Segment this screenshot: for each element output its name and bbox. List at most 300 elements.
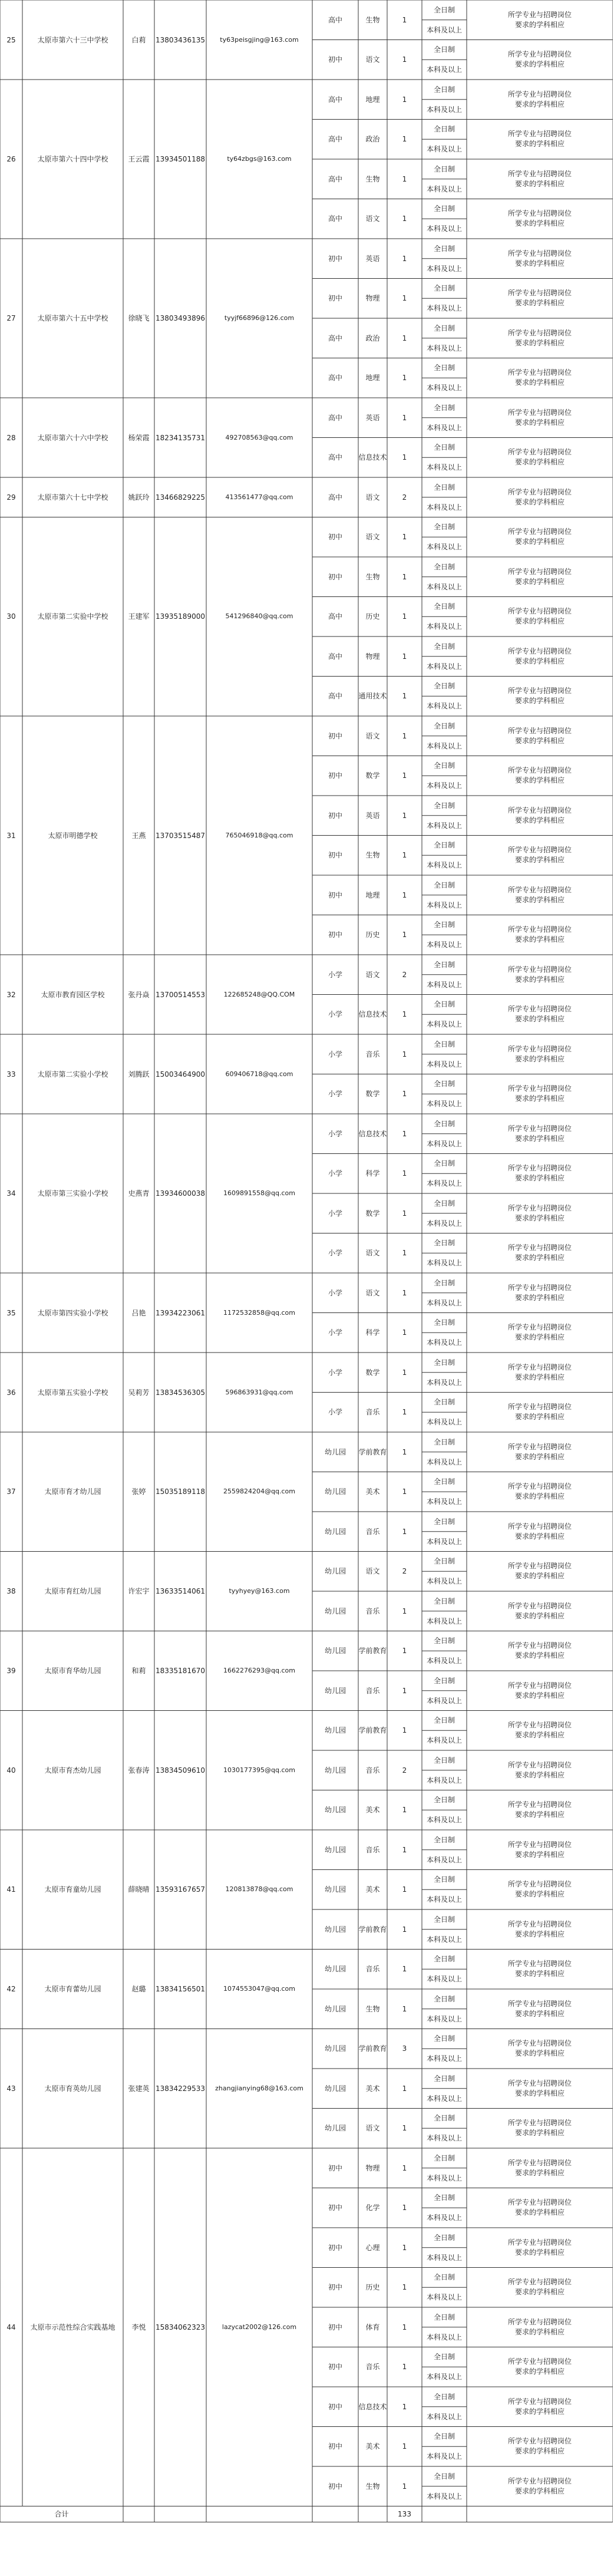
school-number: 42 [6, 1985, 16, 1993]
requirement-degree: 本科及以上 [426, 980, 462, 989]
major-requirement-line-2: 要求的学科相应 [514, 736, 565, 745]
school-level: 小学 [328, 1368, 342, 1377]
subject: 英语 [365, 811, 380, 820]
school-level: 初中 [328, 811, 342, 820]
school-level: 幼儿园 [324, 2084, 346, 2093]
school-level: 初中 [328, 55, 342, 64]
requirement-fulltime: 全日制 [433, 2313, 455, 2321]
school-name: 太原市第六十六中学校 [37, 433, 108, 442]
quota: 1 [402, 1607, 407, 1615]
major-requirement [467, 120, 613, 160]
total-label: 合计 [54, 2510, 69, 2518]
major-requirement-line-1: 所学专业与招聘岗位 [507, 965, 572, 974]
major-requirement-line-1: 所学专业与招聘岗位 [507, 130, 572, 138]
major-requirement [467, 677, 613, 717]
requirement-fulltime: 全日制 [433, 1199, 455, 1208]
contact-phone: 13834229533 [156, 2084, 205, 2093]
major-requirement-line-2: 要求的学科相应 [514, 1452, 565, 1461]
requirement-degree: 本科及以上 [426, 2173, 462, 2182]
requirement-degree: 本科及以上 [426, 781, 462, 790]
major-requirement [467, 318, 613, 358]
requirement-degree: 本科及以上 [426, 1577, 462, 1586]
requirement-fulltime: 全日制 [433, 5, 455, 14]
subject: 语文 [365, 215, 380, 223]
school-number: 36 [6, 1388, 16, 1397]
major-requirement-line-2: 要求的学科相应 [514, 338, 565, 347]
subject: 数学 [365, 1368, 380, 1377]
school-name: 太原市育蕾幼儿园 [44, 1985, 101, 1993]
school-name: 太原市第六十四中学校 [37, 155, 108, 163]
requirement-fulltime: 全日制 [433, 841, 455, 850]
major-requirement [467, 995, 613, 1035]
requirement-degree: 本科及以上 [426, 1816, 462, 1825]
school-name: 太原市第六十五中学校 [37, 314, 108, 322]
major-requirement [467, 557, 613, 597]
major-requirement-line-1: 所学专业与招聘岗位 [507, 1084, 572, 1093]
major-requirement [467, 1432, 613, 1472]
major-requirement-line-1: 所学专业与招聘岗位 [507, 2039, 572, 2048]
major-requirement [467, 1193, 613, 1233]
major-requirement [467, 2029, 613, 2069]
major-requirement [467, 1909, 613, 1950]
major-requirement-line-2: 要求的学科相应 [514, 1810, 565, 1819]
school-name: 太原市育才幼儿园 [44, 1487, 101, 1496]
major-requirement [467, 1711, 613, 1751]
major-requirement [467, 955, 613, 995]
major-requirement-line-1: 所学专业与招聘岗位 [507, 1044, 572, 1053]
requirement-fulltime: 全日制 [433, 1835, 455, 1844]
school-name: 太原市育童幼儿园 [44, 1885, 101, 1894]
requirement-fulltime: 全日制 [433, 1398, 455, 1407]
requirement-fulltime: 全日制 [433, 1676, 455, 1685]
school-level: 高中 [328, 612, 342, 621]
requirement-degree: 本科及以上 [426, 503, 462, 512]
school-level: 初中 [328, 2204, 342, 2212]
major-requirement-line-1: 所学专业与招聘岗位 [507, 2158, 572, 2167]
major-requirement [467, 1750, 613, 1790]
requirement-fulltime: 全日制 [433, 1080, 455, 1089]
major-requirement-line-1: 所学专业与招聘岗位 [507, 249, 572, 258]
subject: 语文 [365, 55, 380, 64]
requirement-degree: 本科及以上 [426, 2014, 462, 2023]
major-requirement-line-2: 要求的学科相应 [514, 2447, 565, 2456]
major-requirement-line-2: 要求的学科相应 [514, 1054, 565, 1063]
major-requirement-line-1: 所学专业与招聘岗位 [507, 2278, 572, 2287]
requirement-fulltime: 全日制 [433, 2432, 455, 2441]
school-number: 30 [6, 612, 16, 621]
school-number: 29 [6, 493, 16, 502]
requirement-degree: 本科及以上 [426, 1696, 462, 1705]
contact-person: 张建英 [128, 2084, 150, 2093]
subject: 生物 [365, 174, 380, 183]
quota: 1 [402, 135, 407, 144]
contact-email: tyyjf66896@126.com [224, 314, 295, 322]
subject: 生物 [365, 572, 380, 581]
requirement-degree: 本科及以上 [426, 2253, 462, 2262]
requirement-fulltime: 全日制 [433, 602, 455, 611]
school-level: 幼儿园 [324, 1885, 346, 1894]
contact-person: 杨荣霞 [128, 433, 150, 442]
contact-email: 541296840@qq.com [225, 612, 293, 621]
school-name: 太原市第六十三中学校 [37, 35, 108, 44]
contact-email: 1030177395@qq.com [223, 1766, 295, 1774]
quota: 1 [402, 572, 407, 581]
school-level: 幼儿园 [324, 1607, 346, 1615]
subject: 科学 [365, 1328, 380, 1337]
contact-email: tyyhyey@163.com [229, 1587, 290, 1595]
major-requirement-line-2: 要求的学科相应 [514, 776, 565, 785]
major-requirement-line-1: 所学专业与招聘岗位 [507, 1244, 572, 1252]
school-name: 太原市教育园区学校 [41, 990, 105, 999]
school-number: 37 [6, 1487, 16, 1496]
contact-email: lazycat2002@126.com [222, 2323, 297, 2331]
requirement-degree: 本科及以上 [426, 622, 462, 631]
contact-phone: 13934600038 [156, 1189, 205, 1198]
major-requirement [467, 836, 613, 876]
quota: 2 [402, 1567, 407, 1576]
requirement-fulltime: 全日制 [433, 2114, 455, 2123]
contact-person: 徐晓飞 [128, 314, 150, 322]
subject: 物理 [365, 652, 380, 661]
school-level: 初中 [328, 931, 342, 939]
major-requirement-line-1: 所学专业与招聘岗位 [507, 10, 572, 19]
major-requirement [467, 1552, 613, 1592]
major-requirement-line-1: 所学专业与招聘岗位 [507, 527, 572, 536]
major-requirement [467, 80, 613, 120]
quota: 1 [402, 1129, 407, 1138]
major-requirement [467, 358, 613, 398]
quota: 1 [402, 15, 407, 24]
requirement-fulltime: 全日制 [433, 1915, 455, 1924]
contact-phone: 18234135731 [156, 433, 205, 442]
school-level: 初中 [328, 2163, 342, 2172]
major-requirement-line-2: 要求的学科相应 [514, 1532, 565, 1541]
requirement-fulltime: 全日制 [433, 1358, 455, 1367]
requirement-fulltime: 全日制 [433, 880, 455, 889]
contact-email: 1609891558@qq.com [223, 1189, 295, 1197]
requirement-degree: 本科及以上 [426, 184, 462, 193]
major-requirement-line-2: 要求的学科相应 [514, 1970, 565, 1978]
requirement-degree: 本科及以上 [426, 861, 462, 870]
major-requirement [467, 1034, 613, 1074]
major-requirement-line-2: 要求的学科相应 [514, 2367, 565, 2376]
major-requirement [467, 239, 613, 279]
major-requirement-line-1: 所学专业与招聘岗位 [507, 2119, 572, 2128]
contact-phone: 15834062323 [156, 2323, 205, 2331]
requirement-fulltime: 全日制 [433, 1796, 455, 1805]
major-requirement-line-2: 要求的学科相应 [514, 577, 565, 586]
school-level: 高中 [328, 95, 342, 104]
school-name: 太原市第二实验小学校 [37, 1070, 108, 1078]
major-requirement-line-1: 所学专业与招聘岗位 [507, 169, 572, 178]
major-requirement [467, 1989, 613, 2029]
school-level: 高中 [328, 692, 342, 701]
major-requirement-line-1: 所学专业与招聘岗位 [507, 2079, 572, 2087]
major-requirement-line-1: 所学专业与招聘岗位 [507, 1760, 572, 1769]
requirement-fulltime: 全日制 [433, 205, 455, 213]
requirement-fulltime: 全日制 [433, 1955, 455, 1964]
major-requirement-line-2: 要求的学科相应 [514, 1333, 565, 1342]
requirement-fulltime: 全日制 [433, 1875, 455, 1884]
major-requirement-line-2: 要求的学科相应 [514, 1213, 565, 1222]
contact-email: 765046918@qq.com [225, 831, 293, 839]
major-requirement-line-1: 所学专业与招聘岗位 [507, 607, 572, 616]
requirement-fulltime: 全日制 [433, 642, 455, 651]
school-number: 28 [6, 433, 16, 442]
major-requirement-line-1: 所学专业与招聘岗位 [507, 2437, 572, 2446]
subject: 学前教育 [358, 1925, 387, 1934]
major-requirement-line-1: 所学专业与招聘岗位 [507, 1124, 572, 1133]
quota: 1 [402, 55, 407, 64]
major-requirement-line-2: 要求的学科相应 [514, 1134, 565, 1143]
contact-phone: 13703515487 [156, 831, 205, 840]
requirement-degree: 本科及以上 [426, 741, 462, 750]
requirement-fulltime: 全日制 [433, 483, 455, 492]
school-level: 初中 [328, 572, 342, 581]
major-requirement [467, 2427, 613, 2467]
major-requirement [467, 2109, 613, 2149]
quota: 1 [402, 1925, 407, 1934]
contact-phone: 13834536305 [156, 1388, 205, 1397]
quota: 1 [402, 2163, 407, 2172]
requirement-degree: 本科及以上 [426, 1219, 462, 1228]
requirement-fulltime: 全日制 [433, 682, 455, 691]
major-requirement-line-2: 要求的学科相应 [514, 20, 565, 29]
quota: 1 [402, 1487, 407, 1496]
major-requirement-line-2: 要求的学科相应 [514, 2288, 565, 2297]
subject: 生物 [365, 2482, 380, 2491]
major-requirement [467, 1154, 613, 1194]
subject: 数学 [365, 1090, 380, 1099]
requirement-fulltime: 全日制 [433, 2353, 455, 2361]
school-level: 初中 [328, 533, 342, 542]
quota: 1 [402, 1408, 407, 1417]
requirement-fulltime: 全日制 [433, 443, 455, 452]
contact-email: 120813878@qq.com [225, 1885, 293, 1894]
requirement-fulltime: 全日制 [433, 244, 455, 253]
requirement-degree: 本科及以上 [426, 1736, 462, 1745]
major-requirement [467, 2268, 613, 2308]
subject: 物理 [365, 294, 380, 303]
major-requirement-line-2: 要求的学科相应 [514, 935, 565, 944]
contact-person: 王云霞 [128, 155, 150, 163]
contact-phone: 13935189000 [156, 612, 205, 621]
requirement-degree: 本科及以上 [426, 1895, 462, 1904]
quota: 1 [402, 1686, 407, 1695]
contact-email: 492708563@qq.com [225, 433, 293, 441]
school-number: 43 [6, 2084, 16, 2093]
requirement-degree: 本科及以上 [426, 344, 462, 352]
requirement-fulltime: 全日制 [433, 1437, 455, 1446]
major-requirement [467, 1830, 613, 1870]
school-level: 高中 [328, 413, 342, 422]
school-level: 初中 [328, 2363, 342, 2371]
contact-person: 李悦 [131, 2323, 146, 2331]
major-requirement [467, 1950, 613, 1990]
subject: 地理 [365, 95, 380, 104]
school-level: 幼儿园 [324, 1686, 346, 1695]
major-requirement-line-2: 要求的学科相应 [514, 179, 565, 188]
major-requirement [467, 1671, 613, 1711]
requirement-degree: 本科及以上 [426, 2214, 462, 2222]
major-requirement [467, 1591, 613, 1631]
subject: 音乐 [365, 1527, 380, 1536]
major-requirement-line-2: 要求的学科相应 [514, 1094, 565, 1103]
major-requirement-line-1: 所学专业与招聘岗位 [507, 1363, 572, 1371]
quota: 1 [402, 1447, 407, 1456]
requirement-fulltime: 全日制 [433, 1597, 455, 1605]
requirement-fulltime: 全日制 [433, 1637, 455, 1645]
requirement-fulltime: 全日制 [433, 45, 455, 54]
school-level: 初中 [328, 2283, 342, 2292]
school-level: 初中 [328, 771, 342, 780]
subject: 美术 [365, 2442, 380, 2451]
subject: 音乐 [365, 2363, 380, 2371]
requirement-degree: 本科及以上 [426, 25, 462, 34]
major-requirement [467, 716, 613, 756]
school-number: 32 [6, 990, 16, 999]
major-requirement-line-1: 所学专业与招聘岗位 [507, 50, 572, 59]
major-requirement-line-1: 所学专业与招聘岗位 [507, 687, 572, 695]
school-number: 40 [6, 1766, 16, 1774]
contact-person: 张丹焱 [128, 990, 150, 999]
quota: 1 [402, 2363, 407, 2371]
major-requirement-line-1: 所学专业与招聘岗位 [507, 2357, 572, 2366]
major-requirement-line-1: 所学专业与招聘岗位 [507, 885, 572, 894]
quota: 1 [402, 771, 407, 780]
major-requirement-line-1: 所学专业与招聘岗位 [507, 1840, 572, 1849]
quota: 1 [402, 1806, 407, 1815]
major-requirement-line-1: 所学专业与招聘岗位 [507, 487, 572, 496]
major-requirement [467, 199, 613, 239]
requirement-degree: 本科及以上 [426, 1935, 462, 1944]
subject: 美术 [365, 1885, 380, 1894]
major-requirement [467, 1393, 613, 1433]
school-level: 初中 [328, 2323, 342, 2331]
major-requirement-line-1: 所学专业与招聘岗位 [507, 1601, 572, 1610]
requirement-degree: 本科及以上 [426, 145, 462, 154]
school-level: 幼儿园 [324, 1487, 346, 1496]
contact-person: 张婷 [131, 1487, 146, 1496]
contact-email: 1074553047@qq.com [223, 1985, 295, 1993]
school-level: 初中 [328, 2402, 342, 2411]
subject: 音乐 [365, 1766, 380, 1774]
contact-phone: 13934223061 [156, 1308, 205, 1317]
contact-phone: 13700514553 [156, 990, 205, 999]
requirement-fulltime: 全日制 [433, 284, 455, 293]
school-level: 初中 [328, 851, 342, 860]
major-requirement-line-1: 所学专业与招聘岗位 [507, 1403, 572, 1411]
major-requirement [467, 597, 613, 637]
school-level: 高中 [328, 174, 342, 183]
major-requirement-line-2: 要求的学科相应 [514, 617, 565, 626]
school-number: 41 [6, 1885, 16, 1894]
school-level: 小学 [328, 1408, 342, 1417]
subject: 科学 [365, 1169, 380, 1178]
major-requirement-line-1: 所学专业与招聘岗位 [507, 408, 572, 417]
quota: 1 [402, 731, 407, 740]
subject: 政治 [365, 135, 380, 144]
requirement-fulltime: 全日制 [433, 1159, 455, 1168]
school-level: 小学 [328, 1288, 342, 1297]
subject: 物理 [365, 2163, 380, 2172]
major-requirement-line-1: 所学专业与招聘岗位 [507, 567, 572, 576]
major-requirement [467, 915, 613, 955]
contact-phone: 13593167657 [156, 1885, 205, 1894]
requirement-degree: 本科及以上 [426, 105, 462, 114]
quota: 1 [402, 1845, 407, 1854]
major-requirement-line-1: 所学专业与招聘岗位 [507, 448, 572, 457]
school-level: 初中 [328, 2442, 342, 2451]
major-requirement-line-2: 要求的学科相应 [514, 537, 565, 546]
school-level: 高中 [328, 334, 342, 342]
major-requirement [467, 0, 613, 40]
school-number: 39 [6, 1667, 16, 1675]
major-requirement-line-2: 要求的学科相应 [514, 100, 565, 108]
requirement-degree: 本科及以上 [426, 1617, 462, 1625]
requirement-fulltime: 全日制 [433, 125, 455, 134]
school-level: 小学 [328, 1050, 342, 1058]
major-requirement-line-1: 所学专业与招聘岗位 [507, 1323, 572, 1332]
requirement-degree: 本科及以上 [426, 582, 462, 591]
subject: 信息技术 [358, 1010, 387, 1019]
subject: 学前教育 [358, 1726, 387, 1735]
subject: 历史 [365, 931, 380, 939]
requirement-fulltime: 全日制 [433, 1716, 455, 1725]
subject: 语文 [365, 2124, 380, 2133]
major-requirement-line-1: 所学专业与招聘岗位 [507, 1203, 572, 1212]
requirement-fulltime: 全日制 [433, 1994, 455, 2003]
major-requirement [467, 1631, 613, 1671]
major-requirement-line-2: 要求的学科相应 [514, 816, 565, 824]
major-requirement-line-1: 所学专业与招聘岗位 [507, 1681, 572, 1690]
contact-phone: 13466829225 [156, 493, 205, 502]
school-level: 小学 [328, 1090, 342, 1099]
quota: 1 [402, 1647, 407, 1655]
major-requirement [467, 875, 613, 915]
major-requirement-line-2: 要求的学科相应 [514, 259, 565, 268]
contact-person: 姚跃玲 [128, 493, 150, 502]
major-requirement [467, 398, 613, 438]
requirement-degree: 本科及以上 [426, 901, 462, 909]
major-requirement-line-1: 所学专业与招聘岗位 [507, 1999, 572, 2008]
requirement-degree: 本科及以上 [426, 384, 462, 392]
major-requirement-line-2: 要求的学科相应 [514, 2009, 565, 2018]
subject: 生物 [365, 15, 380, 24]
major-requirement [467, 2148, 613, 2188]
contact-person: 许宏宇 [128, 1587, 150, 1595]
subject: 音乐 [365, 1686, 380, 1695]
quota: 1 [402, 1249, 407, 1258]
requirement-degree: 本科及以上 [426, 941, 462, 949]
major-requirement [467, 1790, 613, 1830]
major-requirement-line-2: 要求的学科相应 [514, 497, 565, 506]
school-level: 高中 [328, 215, 342, 223]
major-requirement-line-2: 要求的学科相应 [514, 856, 565, 865]
school-name: 太原市第三实验小学校 [37, 1189, 108, 1198]
school-name: 太原市育杰幼儿园 [44, 1766, 101, 1774]
major-requirement [467, 40, 613, 80]
quota: 1 [402, 2204, 407, 2212]
major-requirement-line-2: 要求的学科相应 [514, 2168, 565, 2177]
school-name: 太原市第五实验小学校 [37, 1388, 108, 1397]
major-requirement-line-2: 要求的学科相应 [514, 1731, 565, 1740]
school-level: 小学 [328, 970, 342, 979]
requirement-degree: 本科及以上 [426, 662, 462, 671]
quota: 1 [402, 1010, 407, 1019]
quota: 1 [402, 2004, 407, 2013]
quota: 1 [402, 851, 407, 860]
